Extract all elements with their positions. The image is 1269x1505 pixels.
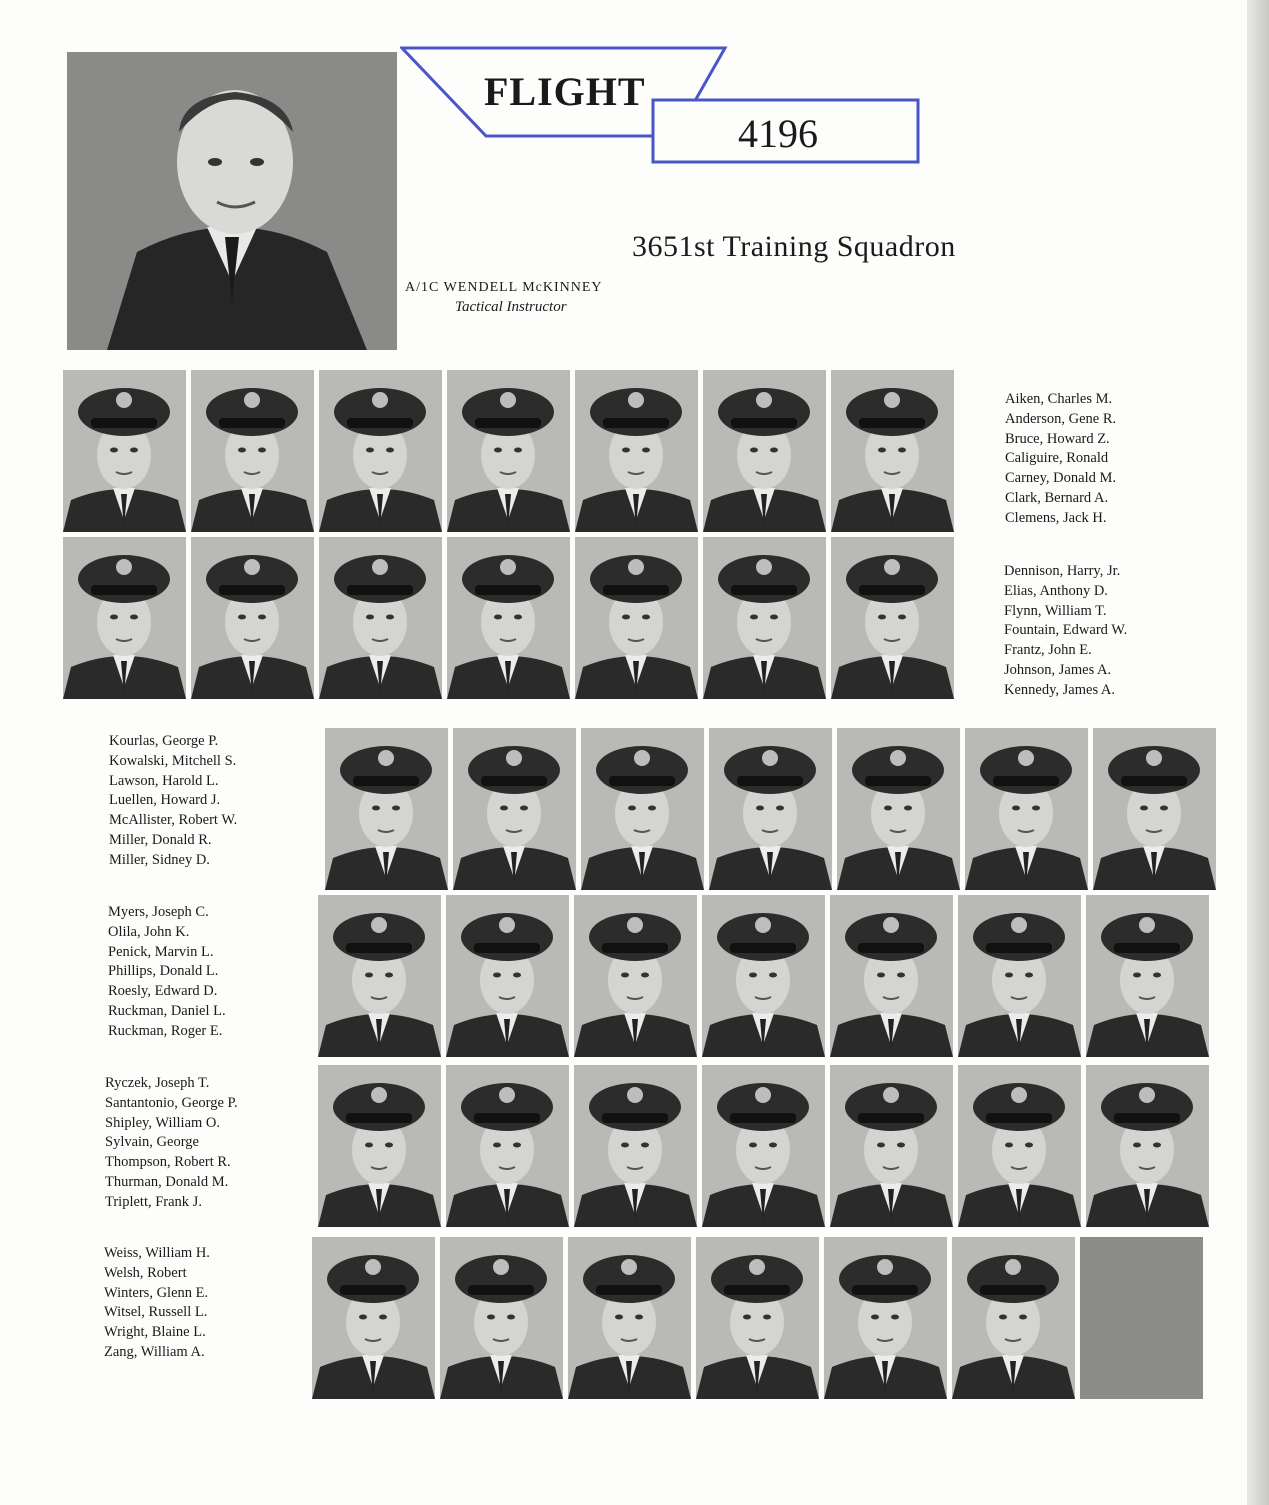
- cadet-photo: [1093, 728, 1216, 890]
- name-entry: Phillips, Donald L.: [108, 963, 219, 980]
- name-entry: Santantonio, George P.: [105, 1094, 238, 1111]
- name-entry: Johnson, James A.: [1004, 661, 1112, 678]
- name-entry: Frantz, John E.: [1004, 642, 1092, 659]
- cadet-photo: [574, 895, 697, 1057]
- flight-label: FLIGHT: [484, 69, 646, 114]
- name-entry: Welsh, Robert: [104, 1264, 187, 1281]
- name-entry: Kowalski, Mitchell S.: [109, 752, 237, 769]
- name-entry: Luellen, Howard J.: [109, 792, 221, 809]
- cadet-photo: [575, 370, 698, 532]
- cadet-photo: [1086, 1065, 1209, 1227]
- name-entry: Sylvain, George: [105, 1134, 199, 1151]
- names-row-3: [109, 732, 237, 871]
- name-entry: Myers, Joseph C.: [108, 904, 209, 920]
- name-entry: Penick, Marvin L.: [108, 943, 214, 960]
- cadet-photo: [965, 728, 1088, 890]
- name-entry: Ruckman, Daniel L.: [108, 1002, 226, 1019]
- cadet-photo: [581, 728, 704, 890]
- name-entry: Winters, Glenn E.: [104, 1284, 209, 1301]
- cadet-photo: [568, 1237, 691, 1399]
- cadet-photo: [440, 1237, 563, 1399]
- cadet-photo: [702, 1065, 825, 1227]
- name-entry: Clark, Bernard A.: [1005, 489, 1109, 506]
- name-entry: Zang, William A.: [104, 1343, 205, 1360]
- name-entry: Kourlas, George P.: [109, 733, 219, 749]
- name-entry: Witsel, Russell L.: [104, 1304, 208, 1321]
- cadet-photo: [709, 728, 832, 890]
- name-entry: Ryczek, Joseph T.: [105, 1075, 210, 1091]
- cadet-photo: [830, 1065, 953, 1227]
- name-entry: Triplett, Frank J.: [105, 1193, 202, 1210]
- cadet-photo: [831, 370, 954, 532]
- cadet-photo: [319, 370, 442, 532]
- photo-row-3: [325, 728, 1216, 890]
- flight-number: 4196: [738, 111, 818, 156]
- name-entry: Roesly, Edward D.: [108, 983, 218, 1000]
- instructor-role: Tactical Instructor: [455, 299, 567, 315]
- name-entry: Bruce, Howard Z.: [1005, 430, 1110, 447]
- cadet-photo: [312, 1237, 435, 1399]
- cadet-photo: [446, 895, 569, 1057]
- cadet-photo: [447, 370, 570, 532]
- cadet-photo: [952, 1237, 1075, 1399]
- name-entry: Lawson, Harold L.: [109, 772, 219, 789]
- cadet-photo: [703, 537, 826, 699]
- name-entry: Olila, John K.: [108, 923, 190, 940]
- blank-photo-slot: [1080, 1237, 1203, 1399]
- instructor-name: A/1C WENDELL McKINNEY: [405, 280, 603, 295]
- names-row-4: [108, 903, 226, 1042]
- cadet-photo: [191, 537, 314, 699]
- cadet-photo: [958, 1065, 1081, 1227]
- cadet-photo: [703, 370, 826, 532]
- squadron-title: 3651st Training Squadron: [632, 230, 956, 263]
- name-entry: Miller, Donald R.: [109, 831, 212, 848]
- cadet-photo: [63, 537, 186, 699]
- name-entry: Clemens, Jack H.: [1005, 509, 1107, 526]
- cadet-photo: [446, 1065, 569, 1227]
- cadet-photo: [318, 895, 441, 1057]
- cadet-photo: [702, 895, 825, 1057]
- name-entry: Caliguire, Ronald: [1005, 450, 1109, 467]
- name-entry: Miller, Sidney D.: [109, 851, 210, 868]
- name-entry: Shipley, William O.: [105, 1114, 221, 1131]
- name-entry: Kennedy, James A.: [1004, 681, 1116, 698]
- names-row-2: [1004, 562, 1127, 701]
- names-row-1: [1005, 390, 1116, 529]
- cadet-photo: [958, 895, 1081, 1057]
- cadet-photo: [1086, 895, 1209, 1057]
- photo-row-6: [312, 1237, 1203, 1399]
- cadet-photo: [191, 370, 314, 532]
- cadet-photo: [574, 1065, 697, 1227]
- name-entry: Ruckman, Roger E.: [108, 1022, 223, 1039]
- cadet-photo: [63, 370, 186, 532]
- name-entry: Carney, Donald M.: [1005, 470, 1117, 487]
- cadet-photo: [325, 728, 448, 890]
- name-entry: Anderson, Gene R.: [1005, 410, 1117, 427]
- cadet-photo: [831, 537, 954, 699]
- cadet-photo: [824, 1237, 947, 1399]
- photo-row-2: [63, 537, 954, 699]
- cadet-photo: [318, 1065, 441, 1227]
- photo-row-4: [318, 895, 1209, 1057]
- page-edge-shadow: [1247, 0, 1269, 1505]
- name-entry: Aiken, Charles M.: [1005, 391, 1113, 407]
- flight-banner-outline: [400, 44, 930, 174]
- name-entry: Thurman, Donald M.: [105, 1173, 229, 1190]
- cadet-photo: [447, 537, 570, 699]
- photo-row-5: [318, 1065, 1209, 1227]
- name-entry: Elias, Anthony D.: [1004, 582, 1108, 599]
- name-entry: Fountain, Edward W.: [1004, 622, 1128, 639]
- cadet-photo: [830, 895, 953, 1057]
- cadet-photo: [575, 537, 698, 699]
- cadet-photo: [837, 728, 960, 890]
- cadet-photo: [453, 728, 576, 890]
- name-entry: Dennison, Harry, Jr.: [1004, 563, 1121, 579]
- name-entry: Thompson, Robert R.: [105, 1154, 231, 1171]
- instructor-portrait: [67, 52, 397, 350]
- name-entry: Wright, Blaine L.: [104, 1324, 206, 1341]
- name-entry: Flynn, William T.: [1004, 602, 1107, 619]
- names-row-6: [104, 1244, 210, 1363]
- cadet-photo: [696, 1237, 819, 1399]
- cadet-photo: [319, 537, 442, 699]
- name-entry: McAllister, Robert W.: [109, 812, 238, 829]
- names-row-5: [105, 1074, 238, 1213]
- name-entry: Weiss, William H.: [104, 1245, 210, 1261]
- photo-row-1: [63, 370, 954, 532]
